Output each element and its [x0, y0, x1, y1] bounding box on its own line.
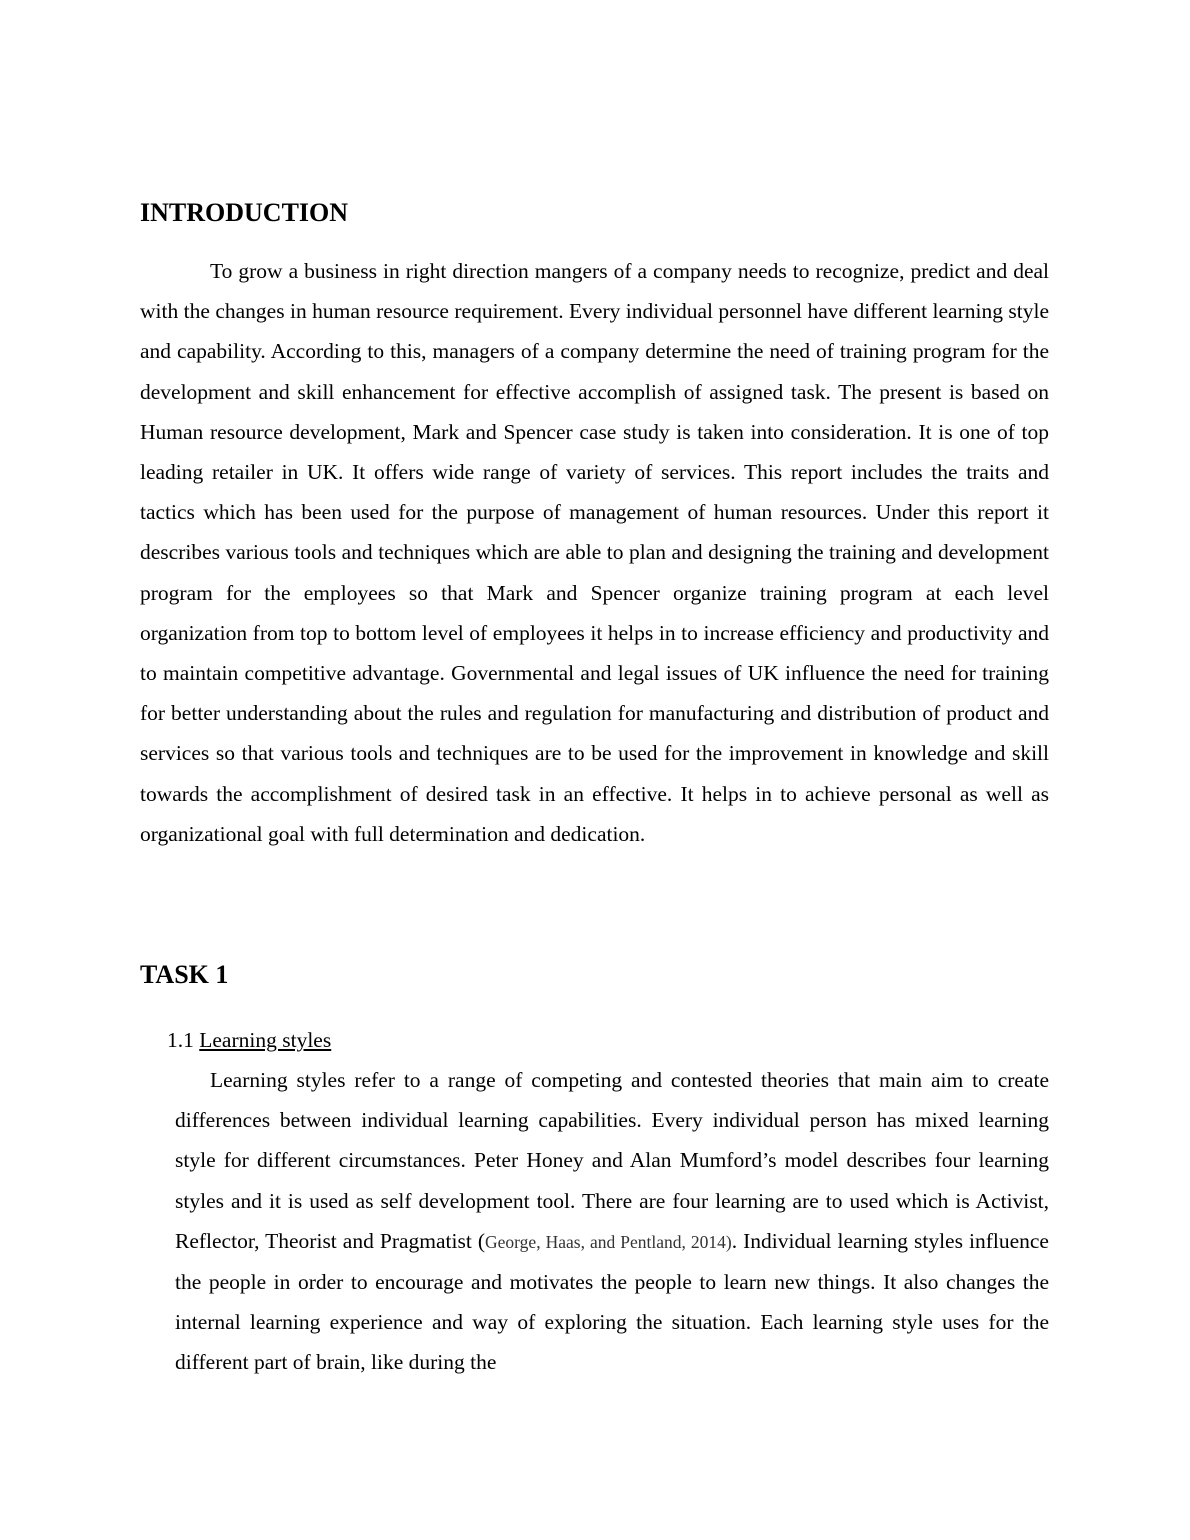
introduction-heading: INTRODUCTION: [140, 198, 349, 227]
citation: George, Haas, and Pentland, 2014): [485, 1231, 732, 1252]
paragraph-text-after-citation: . Individual learning styles influence the people in order to encourage and motivates the people to learn new things. It also changes the internal learning experience and way of exploring the situation. Each learning style uses for the different part of brain, like during the: [175, 1228, 1049, 1375]
subsection-title: Learning styles: [199, 1028, 332, 1052]
learning-styles-subheading: [167, 1022, 331, 1058]
learning-styles-paragraph: [175, 1060, 1049, 1383]
paragraph-text-before-citation: Learning styles refer to a range of competing and contested theories that main aim to create differences between individual learning capabilities. Every individual person has mixed learning style for different circumstances. Peter Honey and Alan Mumford’s model describes four learning styles and it is used as self development tool. There are four learning are to used which is Activist, Reflector, Theorist and Pragmatist (: [175, 1068, 1049, 1253]
task-1-heading: TASK 1: [140, 960, 229, 989]
introduction-paragraph: To grow a business in right direction mangers of a company needs to recognize, predict and deal with the changes in human resource requirement. Every individual personnel have different learning style and capability. According to this, managers of a company determine the need of training program for the development and skill enhancement for effective accomplish of assigned task. The present is based on Human resource development, Mark and Spencer case study is taken into consideration. It is one of top leading retailer in UK. It offers wide range of variety of services. This report includes the traits and tactics which has been used for the purpose of management of human resources. Under this report it describes various tools and techniques which are able to plan and designing the training and development program for the employees so that Mark and Spencer organize training program at each level organization from top to bottom level of employees it helps in to increase efficiency and productivity and to maintain competitive advantage. Governmental and legal issues of UK influence the need for training for better understanding about the rules and regulation for manufacturing and distribution of product and services so that various tools and techniques are to be used for the improvement in knowledge and skill towards the accomplishment of desired task in an effective. It helps in to achieve personal as well as organizational goal with full determination and dedication.: [140, 259, 1049, 846]
subsection-number: 1.1: [167, 1028, 194, 1052]
